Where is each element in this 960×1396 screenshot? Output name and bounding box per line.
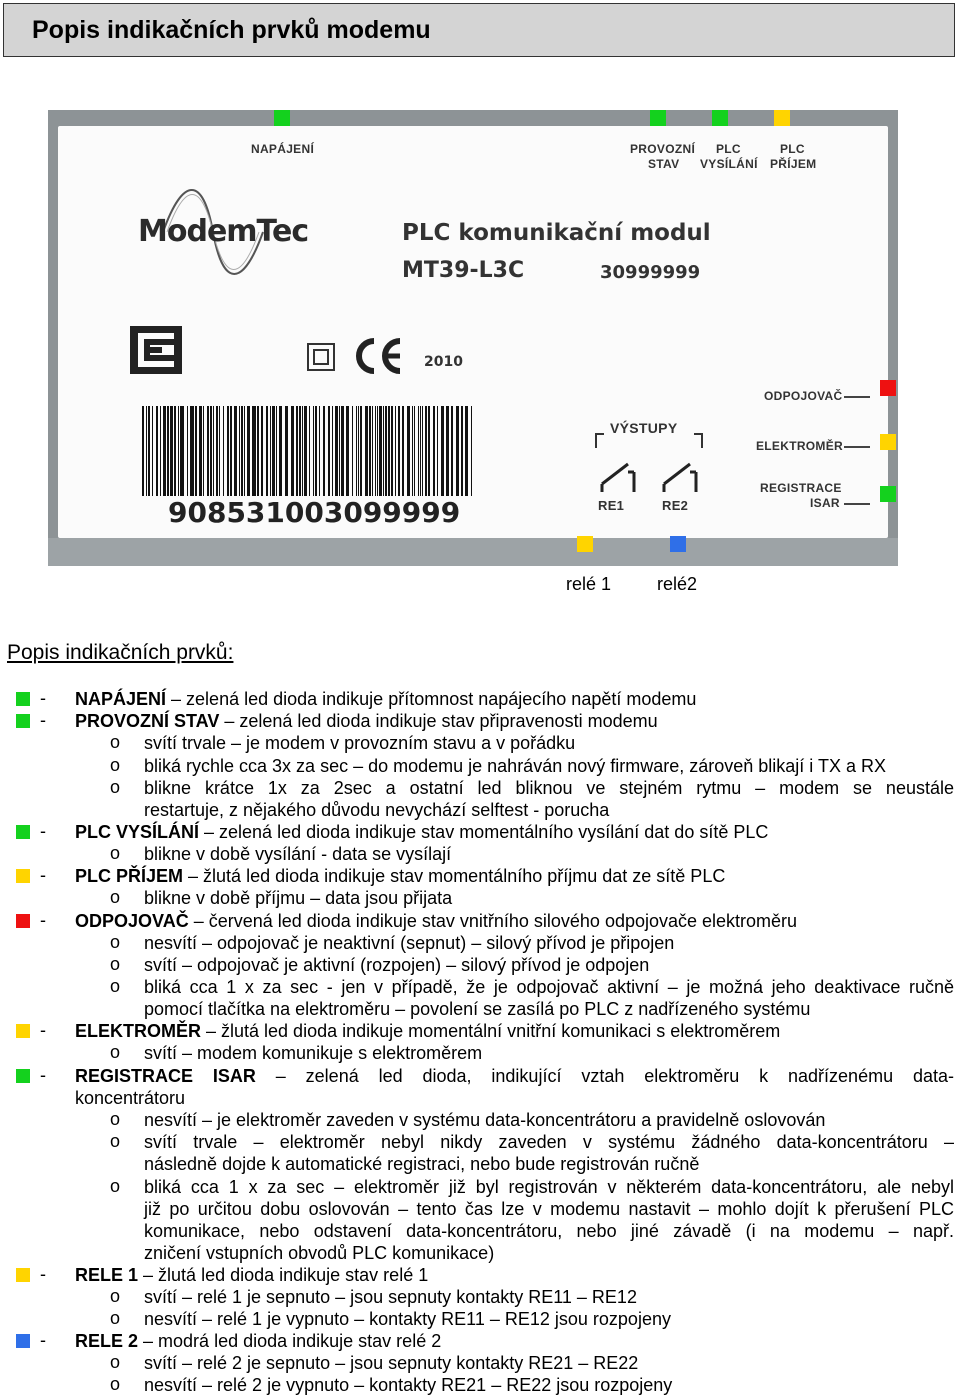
item-desc: – zelená led dioda, indikující vztah elektroměru k nadřízenému data- (255, 1066, 954, 1086)
bullet-text: svítí – modem komunikuje s elektroměrem (144, 1043, 483, 1063)
square-yellow-icon (16, 1024, 30, 1038)
bullet: o (110, 954, 121, 974)
dash: - (40, 865, 46, 885)
barcode-icon (142, 406, 472, 496)
bullet-text: blikne v době vysílání - data se vysílají (144, 844, 452, 864)
item-odpojovac (75, 910, 797, 932)
item-name: ELEKTROMĚR (75, 1021, 201, 1041)
item-plc-prijem (75, 865, 725, 887)
item-desc-cont: koncentrátoru (75, 1088, 186, 1108)
bullet: o (110, 1374, 121, 1394)
bullet-text-cont: následně dojde k automatické registraci, nebo bude registrován ručně (144, 1154, 700, 1174)
relay2-switch-icon (660, 458, 700, 494)
bullet: o (110, 976, 121, 996)
item-desc: – zelená led dioda indikuje přítomnost napájecího napětí modemu (166, 689, 697, 709)
module-serial: 30999999 (600, 262, 701, 283)
title-box (3, 3, 955, 57)
bullet: o (110, 1286, 121, 1306)
barcode-number: 908531003099999 (168, 496, 461, 529)
dash: - (40, 1065, 46, 1085)
bullet-text: svítí – odpojovač je aktivní (rozpojen) – silový přívod je odpojen (144, 955, 650, 975)
bullet: o (110, 1042, 121, 1062)
label-provozni-1: PROVOZNÍ (630, 142, 696, 156)
outputs-label: VÝSTUPY (610, 420, 678, 436)
item-desc: – zelená led dioda indikuje stav připravenosti modemu (219, 711, 658, 731)
dash: - (40, 1264, 46, 1284)
square-yellow-icon (16, 869, 30, 883)
item-desc: – žlutá led dioda indikuje momentální vnitřní komunikaci s elektroměrem (201, 1021, 781, 1041)
bullet-text: nesvítí – relé 1 je vypnuto – kontakty RE11 – RE12 jsou rozpojeny (144, 1309, 671, 1329)
item-name: RELE 1 (75, 1265, 139, 1285)
bullet-text: bliká cca 1 x za sec - jen v případě, že je odpojovač aktivní – je možná jeho deaktivace ručně (144, 977, 954, 997)
page-title: Popis indikačních prvků modemu (32, 16, 431, 44)
item-name: REGISTRACE ISAR (75, 1066, 256, 1086)
bullet-text-cont: pomocí tlačítka na elektroměru – povolení se zasílá po PLC z nadřízeného systému (144, 999, 811, 1019)
item-desc: – žlutá led dioda indikuje stav momentálního příjmu dat ze sítě PLC (183, 866, 726, 886)
item-plc-vysilani (75, 821, 768, 843)
label-plc-pri-1: PLC (780, 142, 805, 156)
item-provozni (75, 710, 658, 732)
label-plc-vys-2: VYSÍLÁNÍ (700, 157, 758, 171)
item-registrace (75, 1065, 954, 1087)
item-name: RELE 2 (75, 1331, 139, 1351)
bullet: o (110, 1109, 121, 1129)
logo: ModemTec (138, 214, 309, 249)
ce-mark-icon (350, 336, 406, 376)
square-green-icon (16, 825, 30, 839)
label-plc-pri-2: PŘÍJEM (770, 157, 817, 171)
square-green-icon (16, 714, 30, 728)
bullet-text: blikne v době příjmu – data jsou přijata (144, 888, 453, 908)
bullet: o (110, 887, 121, 907)
re1-label: RE1 (598, 498, 625, 513)
bullet-text: nesvítí – odpojovač je neaktivní (sepnut) – silový přívod je připojen (144, 933, 675, 953)
double-insulation-icon (306, 342, 336, 372)
bullet-text-cont: zničení vstupních obvodů PLC komunikace) (144, 1243, 495, 1263)
bullet: o (110, 1131, 121, 1151)
label-elektromer: ELEKTROMĚR (756, 439, 843, 453)
item-name: PLC PŘÍJEM (75, 866, 184, 886)
bullet-text: svítí trvale – elektroměr nebyl nikdy zaveden v systému žádného data-koncentrátoru – (144, 1132, 954, 1152)
section-heading: Popis indikačních prvků: (7, 641, 234, 664)
dash: - (40, 688, 46, 708)
bullet-text: bliká cca 1 x za sec – elektroměr již byl registrován v některém data-koncentrátoru, ale nebyl (144, 1177, 954, 1197)
led-registrace (880, 486, 896, 502)
bullet: o (110, 755, 121, 775)
bullet-text-cont: již po určitou dobu oslovován – tento čas lze v modemu nastavit – mohlo dojít k přerušení PLC (144, 1199, 954, 1219)
module-title: PLC komunikační modul (402, 220, 711, 246)
dash: - (40, 821, 46, 841)
item-desc: – zelená led dioda indikuje stav momentálního vysílání dat do sítě PLC (199, 822, 769, 842)
item-name: PROVOZNÍ STAV (75, 711, 220, 731)
led-rele1 (577, 536, 593, 552)
odpojovac-line (844, 396, 870, 398)
bullet-text: nesvítí – je elektroměr zaveden v systému data-koncentrátoru a pravidelně oslovován (144, 1110, 826, 1130)
bullet-text: nesvítí – relé 2 je vypnuto – kontakty RE21 – RE22 jsou rozpojeny (144, 1375, 673, 1395)
square-red-icon (16, 914, 30, 928)
relay1-switch-icon (598, 458, 638, 494)
item-name: NAPÁJENÍ (75, 689, 167, 709)
label-registrace: REGISTRACE (760, 481, 842, 495)
device-panel (48, 110, 898, 566)
e-mark-icon (130, 326, 182, 374)
led-plc-prijem (774, 110, 790, 126)
dash: - (40, 910, 46, 930)
square-green-icon (16, 692, 30, 706)
module-model: MT39-L3C (402, 258, 525, 283)
item-desc: – červená led dioda indikuje stav vnitřního silového odpojovače elektroměru (188, 911, 798, 931)
square-yellow-icon (16, 1268, 30, 1282)
item-rele2 (75, 1330, 441, 1352)
bullet-text: bliká rychle cca 3x za sec – do modemu je nahráván nový firmware, zároveň blikají i TX a RX (144, 756, 886, 776)
device-face (58, 126, 888, 538)
bullet-text: svítí trvale – je modem v provozním stavu a v pořádku (144, 733, 576, 753)
led-provozni (650, 110, 666, 126)
bullet: o (110, 777, 121, 797)
re2-label: RE2 (662, 498, 689, 513)
item-desc: – modrá led dioda indikuje stav relé 2 (138, 1331, 442, 1351)
caption-rele2: relé2 (657, 574, 698, 594)
item-name: ODPOJOVAČ (75, 911, 189, 931)
label-plc-vys-1: PLC (716, 142, 741, 156)
bullet: o (110, 732, 121, 752)
bullet-text-cont: komunikace, nebo odstavení data-koncentrátoru, nebo jiné závadě (i na modemu – např. (144, 1221, 954, 1241)
item-desc: – žlutá led dioda indikuje stav relé 1 (138, 1265, 429, 1285)
label-odpojovac: ODPOJOVAČ (764, 389, 843, 403)
registrace-line (844, 503, 870, 505)
led-odpojovac (880, 380, 896, 396)
led-plc-vysilani (712, 110, 728, 126)
square-blue-icon (16, 1334, 30, 1348)
item-name: PLC VYSÍLÁNÍ (75, 822, 200, 842)
item-elektromer (75, 1020, 780, 1042)
bullet: o (110, 1176, 121, 1196)
item-rele1 (75, 1264, 428, 1286)
module-year: 2010 (424, 354, 463, 370)
label-isar: ISAR (810, 496, 840, 510)
dash: - (40, 710, 46, 730)
bullet-text: svítí – relé 1 je sepnuto – jsou sepnuty kontakty RE11 – RE12 (144, 1287, 637, 1307)
bullet: o (110, 932, 121, 952)
item-napajeni (75, 688, 696, 710)
dash: - (40, 1330, 46, 1350)
device-bottom-strip (48, 538, 898, 566)
bullet-text: svítí – relé 2 je sepnuto – jsou sepnuty kontakty RE21 – RE22 (144, 1353, 639, 1373)
bullet: o (110, 843, 121, 863)
led-elektromer (880, 434, 896, 450)
caption-rele1: relé 1 (566, 574, 612, 594)
bullet: o (110, 1308, 121, 1328)
label-provozni-2: STAV (648, 157, 680, 171)
square-green-icon (16, 1069, 30, 1083)
bullet-text-cont: restartuje, z nějakého důvodu nevychází selftest - porucha (144, 800, 610, 820)
bullet: o (110, 1352, 121, 1372)
elektromer-line (844, 446, 870, 448)
led-napajeni (274, 110, 290, 126)
bullet-text: blikne krátce 1x za 2sec a ostatní led bliknou ve stejném rytmu – modem se neustále (144, 778, 954, 798)
led-rele2 (670, 536, 686, 552)
dash: - (40, 1020, 46, 1040)
label-napajeni: NAPÁJENÍ (251, 142, 315, 156)
